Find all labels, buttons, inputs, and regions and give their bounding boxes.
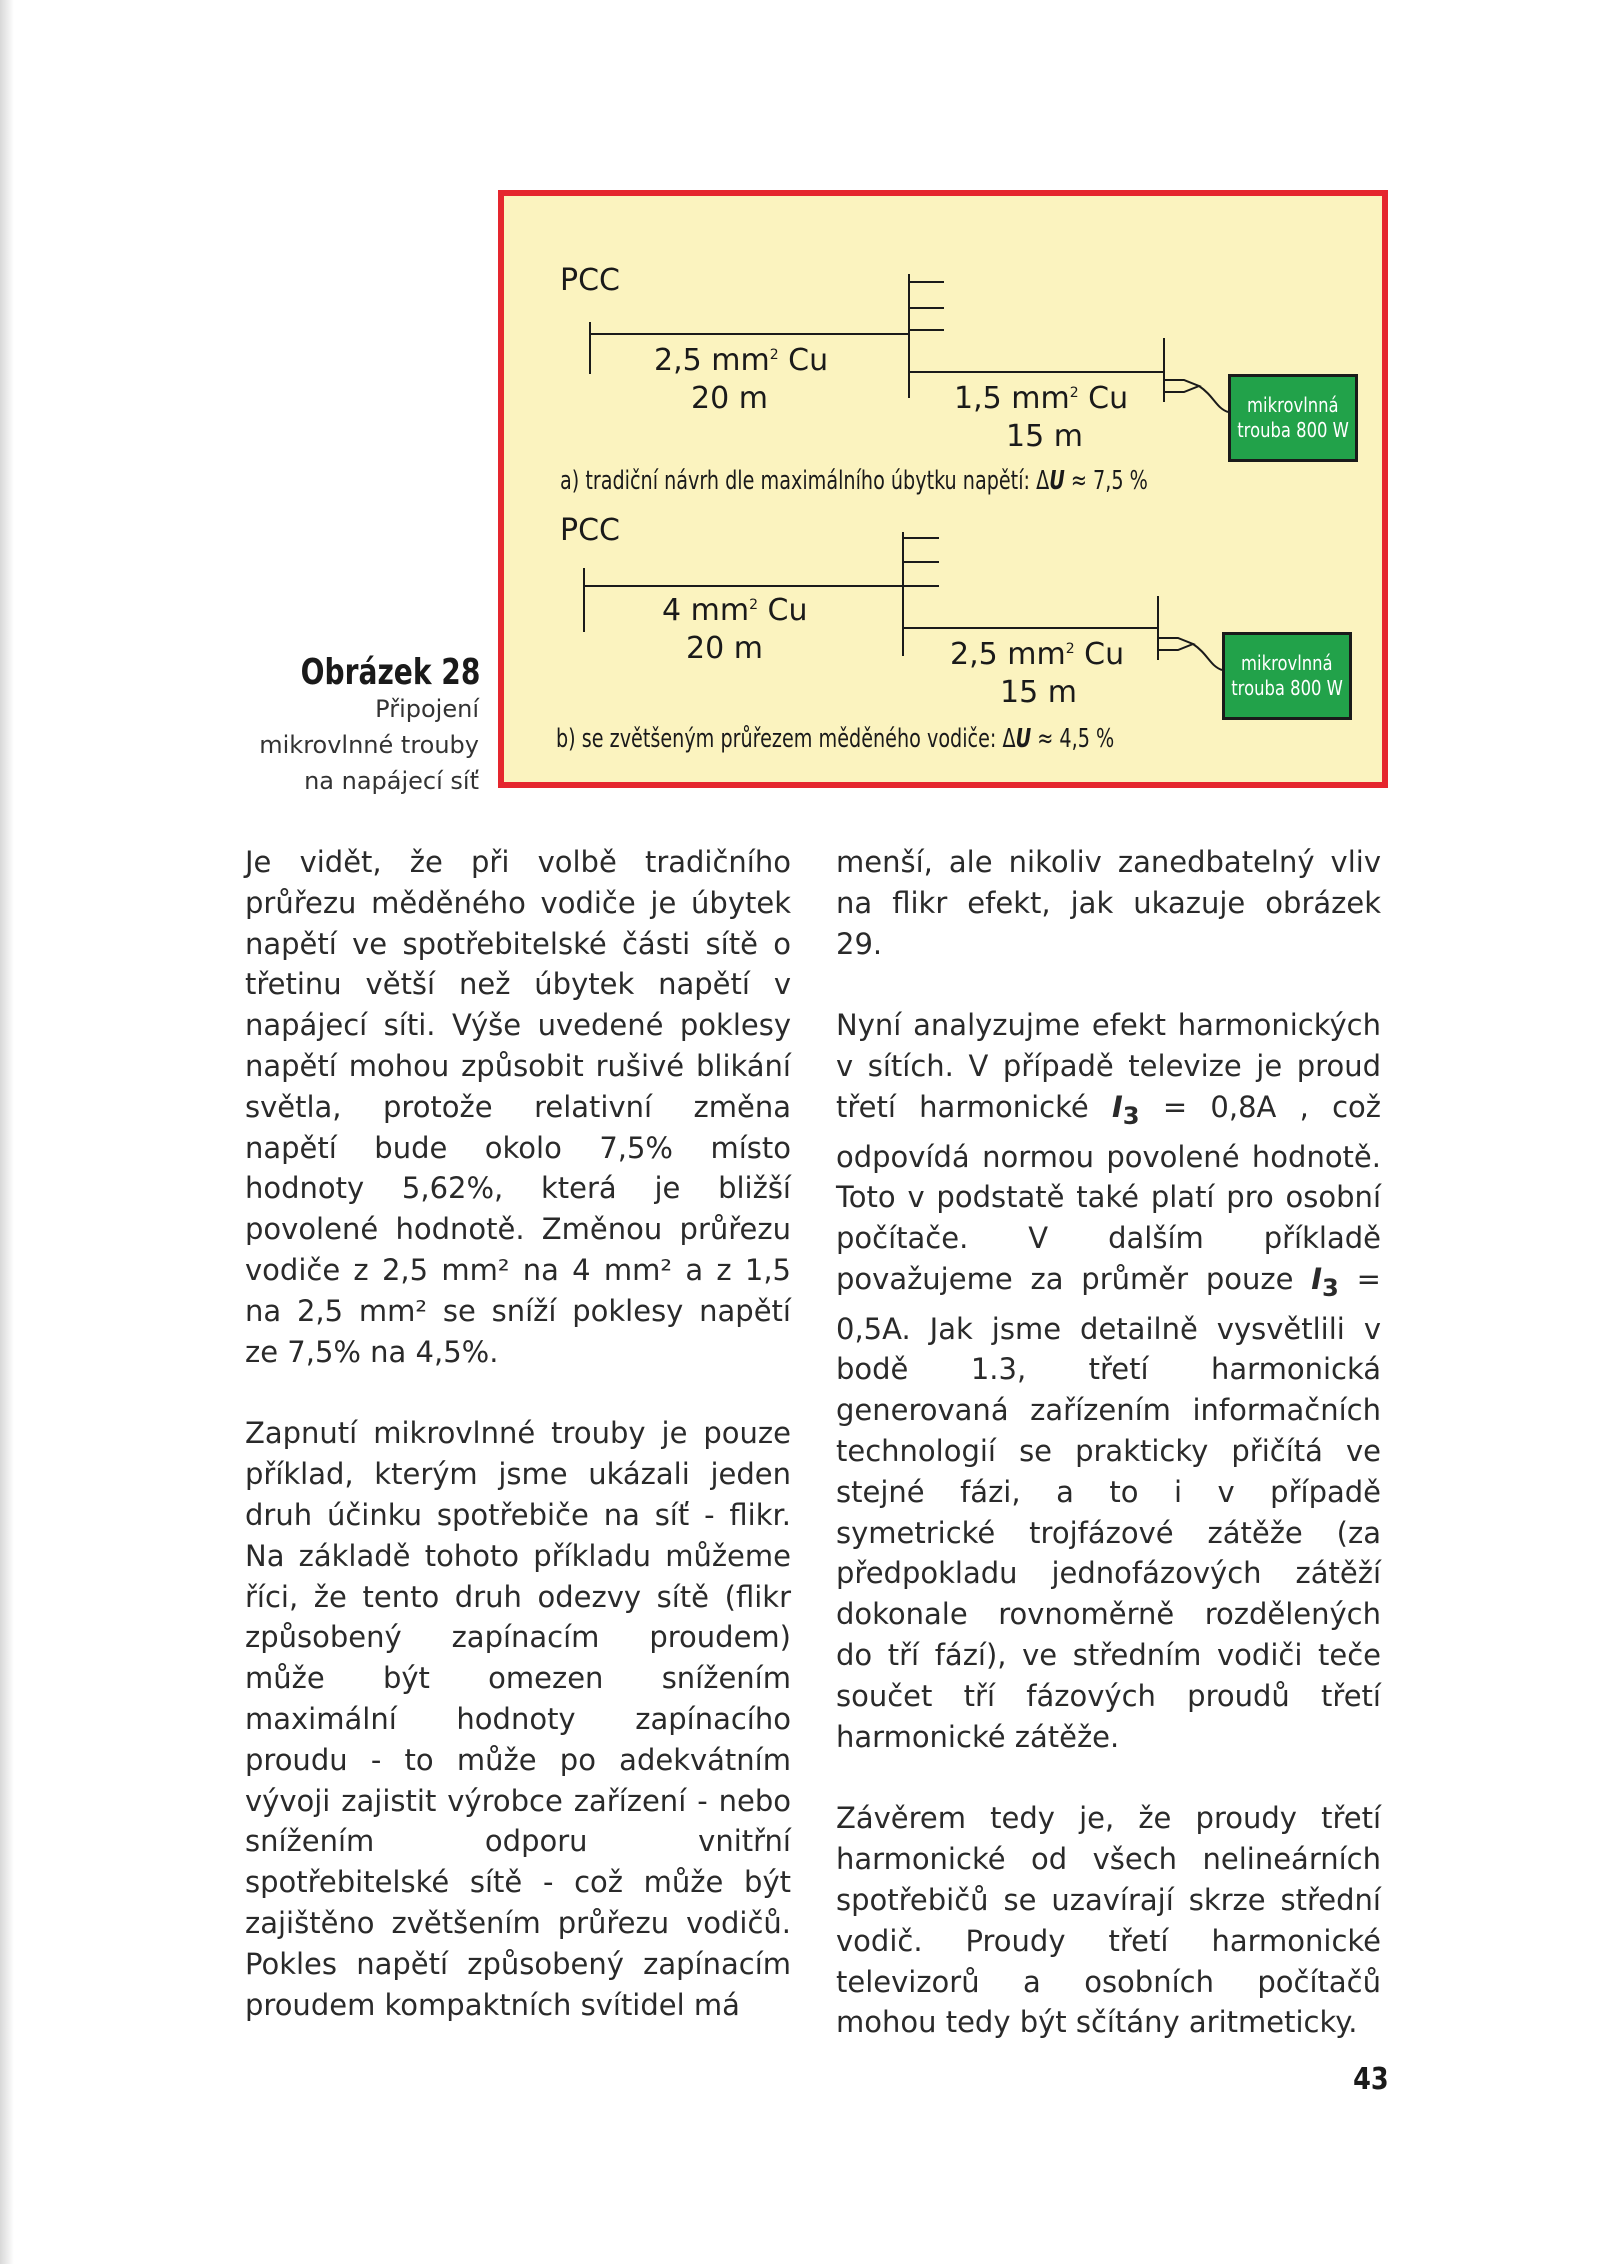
cable2-spec-b: 2,5 $mm^2$ Cu xyxy=(950,637,1125,672)
figure-subtitle-line-2: mikrovlnné trouby xyxy=(259,731,479,759)
right-text-column xyxy=(836,842,1381,2084)
cable2-length-b: 15 m xyxy=(1000,675,1077,710)
figure-subtitle-line-3: na napájecí síť xyxy=(304,767,479,795)
paragraph: Je vidět, že při volbě tradičního průřezu měděného vodiče je úbytek napětí ve spotřebitelské části sítě o třetinu větší než úbytek napětí v napájecí síti. Výše uvedené poklesy napětí mohou způsobit rušivé blikání světla, protože relativní změna napětí bude okolo 7,5% místo hodnoty 5,62%, která je bližší povolené hodnotě. Změnou průřezu vodiče z 2,5 mm² na 4 mm² a z 1,5 na 2,5 mm² se sníží poklesy napětí ze 7,5% na 4,5%. xyxy=(245,845,791,1369)
plug-a xyxy=(1164,380,1199,392)
cable1-spec-a: 2,5 $mm^2$ Cu xyxy=(654,343,829,378)
plug-b xyxy=(1158,638,1193,650)
cable1-spec-b: 4 $mm^2$ Cu xyxy=(662,593,808,628)
figure-title: Obrázek 28 xyxy=(300,652,480,693)
left-text-column xyxy=(245,842,791,2066)
paragraph: Nyní analyzujme efekt harmonických v sítích. V případě televize je proud třetí harmonické $I_3 = 0,8A$ , což odpovídá normou povolené hodnotě. Toto v podstatě také platí pro osobní počítače. V dalším příkladě považujeme za průměr pouze $I_3 = 0,5A$. Jak jsme detailně vysvětlili v bodě 1.3, třetí harmonická generovaná zařízením informačních technologií se prakticky přičítá ve stejné fázi, a to i v případě symetrické trojfázové zátěže (za předpokladu jednofázových zátěží dokonale rovnoměrně rozdělených do tří fází), ve středním vodiči teče součet tří fázových proudů třetí harmonické zátěže. xyxy=(836,1008,1381,1754)
page-number: 43 xyxy=(1353,2062,1389,2097)
pcc-label-a: PCC xyxy=(560,263,620,298)
paragraph: menší, ale nikoliv zanedbatelný vliv na flikr efekt, jak ukazuje obrázek 29. xyxy=(836,845,1381,961)
pcc-label-b: PCC xyxy=(560,513,620,548)
paragraph: Závěrem tedy je, že proudy třetí harmonické od všech nelineárních spotřebičů se uzavírají skrze střední vodič. Proudy třetí harmonické televizorů a osobních počítačů mohou tedy být sčítány aritmeticky. xyxy=(836,1801,1381,2040)
cord-a xyxy=(1199,386,1228,412)
microwave-oven-box-a: mikrovlnná trouba 800 W xyxy=(1228,374,1358,462)
cable2-spec-a: 1,5 $mm^2$ Cu xyxy=(954,381,1129,416)
cable1-length-b: 20 m xyxy=(686,631,763,666)
microwave-oven-box-b: mikrovlnná trouba 800 W xyxy=(1222,632,1352,720)
paragraph: Zapnutí mikrovlnné trouby je pouze příklad, kterým jsme ukázali jeden druh účinku spotřebiče na síť - flikr. Na základě tohoto příkladu můžeme říci, že tento druh odezvy sítě (flikr způsobený zapínacím proudem) může být omezen snížením maximální hodnoty zapínacího proudu - to může po adekvátním vývoji zajistit výrobce zařízení - nebo snížením odporu vnitřní spotřebitelské sítě - což může být zajištěno zvětšením průřezu vodičů. Pokles napětí způsobený zapínacím proudem kompaktních svítidel má xyxy=(245,1416,791,2022)
cable2-length-a: 15 m xyxy=(1006,419,1083,454)
caption-b: b) se zvětšeným průřezem měděného vodiče: ΔU ≈ 4,5 % xyxy=(556,724,1115,754)
figure-subtitle-line-1: Připojení xyxy=(375,695,479,723)
cord-b xyxy=(1193,644,1222,670)
cable1-length-a: 20 m xyxy=(691,381,768,416)
caption-a: a) tradiční návrh dle maximálního úbytku napětí: ΔU ≈ 7,5 % xyxy=(560,466,1148,496)
figure-28-frame xyxy=(498,190,1388,788)
binding-edge xyxy=(0,0,14,2264)
